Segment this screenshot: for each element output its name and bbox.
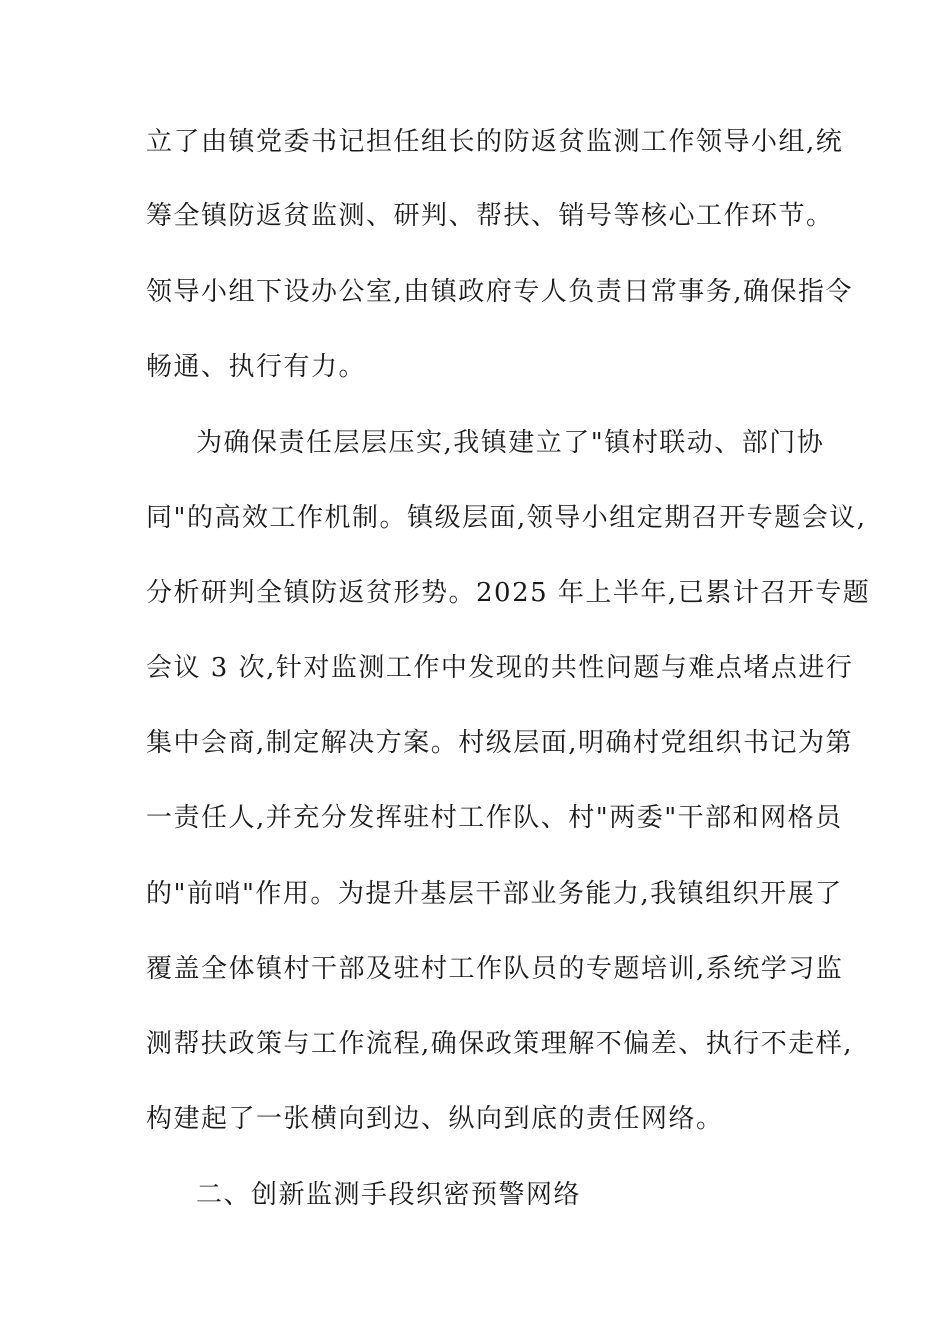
paragraph-line: 领导小组下设办公室,由镇政府专人负责日常事务,确保指令 <box>146 277 854 307</box>
section-heading: 二、创新监测手段织密预警网络 <box>196 1180 582 1210</box>
paragraph-line: 的"前哨"作用。为提升基层干部业务能力,我镇组织开展了 <box>146 879 843 909</box>
paragraph-line: 集中会商,制定解决方案。村级层面,明确村党组织书记为第 <box>146 728 854 758</box>
paragraph-line: 会议 3 次,针对监测工作中发现的共性问题与难点堵点进行 <box>146 653 854 683</box>
paragraph-line: 分析研判全镇防返贫形势。2025 年上半年,已累计召开专题 <box>146 578 871 608</box>
paragraph-line: 测帮扶政策与工作流程,确保政策理解不偏差、执行不走样, <box>146 1029 854 1059</box>
paragraph-line: 同"的高效工作机制。镇级层面,领导小组定期召开专题会议, <box>146 503 867 533</box>
paragraph-line: 为确保责任层层压实,我镇建立了"镇村联动、部门协 <box>196 428 825 458</box>
paragraph-line: 构建起了一张横向到边、纵向到底的责任网络。 <box>146 1104 724 1134</box>
paragraph-line: 一责任人,并充分发挥驻村工作队、村"两委"干部和网格员 <box>146 803 843 833</box>
paragraph-line: 立了由镇党委书记担任组长的防返贫监测工作领导小组,统 <box>146 127 844 157</box>
paragraph-line: 筹全镇防返贫监测、研判、帮扶、销号等核心工作环节。 <box>146 201 834 231</box>
paragraph-line: 覆盖全体镇村干部及驻村工作队员的专题培训,系统学习监 <box>146 954 844 984</box>
paragraph-line: 畅通、执行有力。 <box>146 352 367 382</box>
